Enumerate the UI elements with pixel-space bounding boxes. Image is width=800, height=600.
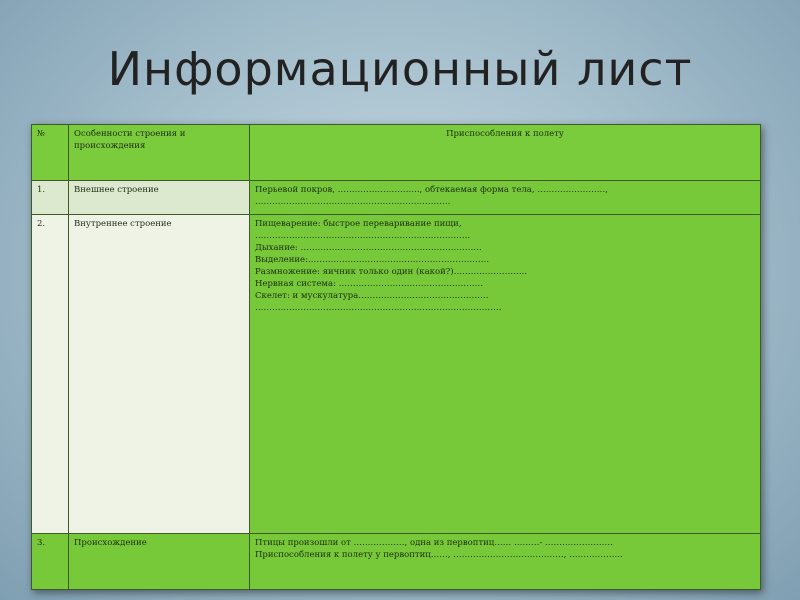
row-adaptation[interactable]: [250, 215, 761, 534]
row-feature: Происхождение: [69, 534, 250, 590]
adaptation-line: Скелет: и мускулатура……………………………………….: [255, 291, 489, 302]
row-adaptation[interactable]: [250, 534, 761, 590]
row-number: 1.: [32, 180, 69, 215]
row-feature: Внутреннее строение: [69, 215, 250, 534]
adaptation-line: Приспособления к полету у первоптиц……, …………………………………, ……………….: [255, 550, 623, 561]
table-header-row: [32, 125, 761, 181]
adaptation-line: Выделение:……………………………………………………….: [255, 255, 490, 266]
adaptation-line: Пищеварение: быстрое переваривание пищи,: [255, 219, 462, 230]
table-row: [32, 534, 761, 590]
adaptation-line: ……………………………………………………………………………: [255, 303, 502, 314]
info-table: [31, 124, 761, 590]
page-title: Информационный лист: [107, 42, 693, 96]
row-feature: Внешнее строение: [69, 180, 250, 215]
adaptation-line: Перьевой покров, ……………………….., обтекаемая форма тела, ……………………,: [255, 184, 608, 195]
header-adaptations: Приспособления к полету: [250, 125, 761, 181]
table-row: [32, 180, 761, 215]
adaptation-line: Размножение: яичник только один (какой?)……………………..: [255, 267, 528, 278]
header-number: №: [32, 125, 69, 181]
adaptation-line: Нервная система: ……………………………………………: [255, 279, 484, 290]
row-number: 2.: [32, 215, 69, 534]
adaptation-line: ……………………………………………………………: [255, 196, 451, 207]
row-number: 3.: [32, 534, 69, 590]
adaptation-line: Птицы произошли от ………………, одна из первоптиц…… ………- ……………………: [255, 538, 614, 549]
table-row: [32, 215, 761, 534]
row-adaptation[interactable]: [250, 180, 761, 215]
adaptation-line: Дыхание: ……………………………………………………….: [255, 243, 482, 254]
adaptation-line: ………………………………………………………………….: [255, 231, 471, 242]
header-features: Особенности строения и происхождения: [69, 125, 250, 181]
